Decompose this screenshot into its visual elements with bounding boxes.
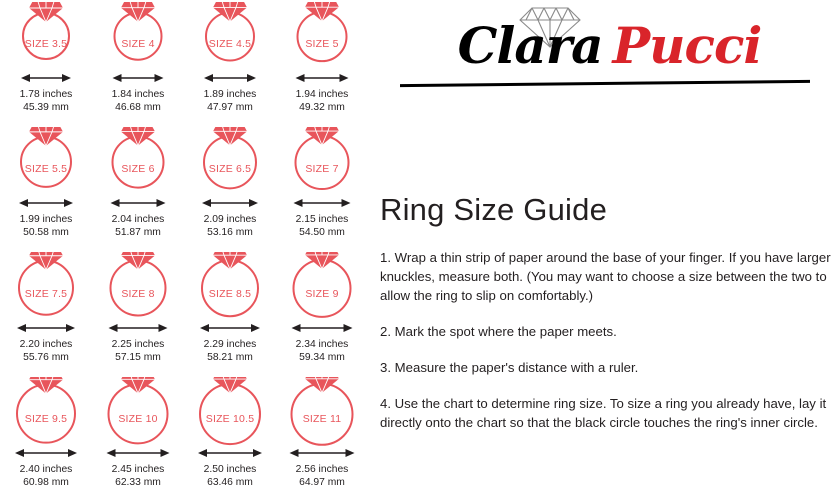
size-label: SIZE 9: [305, 288, 339, 300]
size-cell: [92, 125, 184, 250]
ring-illustration: [276, 375, 368, 445]
measurement: [92, 214, 184, 239]
diameter-arrow: [92, 70, 184, 86]
size-label: SIZE 9.5: [24, 413, 68, 425]
diameter-arrow: [276, 320, 368, 336]
ring-illustration: [0, 125, 92, 195]
measurement-mm: 51.87 mm: [115, 226, 161, 238]
measurement-mm: 47.97 mm: [207, 101, 253, 113]
measurement: [276, 464, 368, 489]
measurement: [0, 214, 92, 239]
size-chart-row: [0, 375, 368, 500]
ring-illustration: [184, 250, 276, 320]
brand-name: [382, 16, 837, 75]
size-label: SIZE 5.5: [24, 163, 68, 175]
size-cell: [92, 250, 184, 375]
diameter-arrow: [0, 445, 92, 461]
size-cell: [0, 375, 92, 500]
measurement-inches: 2.40 inches: [19, 464, 73, 475]
diameter-arrow: [92, 195, 184, 211]
size-label: SIZE 4.5: [208, 38, 252, 50]
ring-illustration: [0, 375, 92, 445]
ring-illustration: [276, 250, 368, 320]
instruction-step: 4. Use the chart to determine ring size. To size a ring you already have, lay it directly onto the chart so that the black circle touches the ring's inner circle.: [380, 396, 827, 430]
measurement: [0, 89, 92, 114]
ring-illustration: [184, 375, 276, 445]
measurement: [276, 214, 368, 239]
measurement-inches: 2.50 inches: [203, 464, 257, 475]
diameter-arrow: [184, 320, 276, 336]
size-cell: [92, 0, 184, 125]
measurement-inches: 2.20 inches: [19, 339, 73, 350]
ring-illustration: [0, 0, 92, 70]
measurement-inches: 1.78 inches: [19, 89, 73, 100]
size-chart-row: [0, 0, 368, 125]
size-label: SIZE 7.5: [24, 288, 68, 300]
diameter-arrow: [0, 70, 92, 86]
measurement: [184, 464, 276, 489]
measurement-inches: 2.29 inches: [203, 339, 257, 350]
brand-name-second: Pucci: [612, 16, 762, 75]
measurement: [92, 339, 184, 364]
measurement-inches: 2.45 inches: [111, 464, 165, 475]
measurement-mm: 55.76 mm: [23, 351, 69, 363]
measurement: [92, 89, 184, 114]
size-cell: [184, 0, 276, 125]
measurement-mm: 64.97 mm: [299, 476, 345, 488]
measurement-mm: 49.32 mm: [299, 101, 345, 113]
diameter-arrow: [184, 70, 276, 86]
size-label: SIZE 3.5: [24, 38, 68, 50]
diameter-arrow: [184, 445, 276, 461]
measurement: [0, 339, 92, 364]
size-cell: [0, 125, 92, 250]
measurement-inches: 2.15 inches: [295, 214, 349, 225]
diameter-arrow: [0, 195, 92, 211]
measurement-mm: 63.46 mm: [207, 476, 253, 488]
brand-logo: [374, 0, 839, 100]
measurement: [184, 214, 276, 239]
measurement-mm: 53.16 mm: [207, 226, 253, 238]
size-label: SIZE 5: [305, 38, 339, 50]
measurement-mm: 57.15 mm: [115, 351, 161, 363]
size-cell: [92, 375, 184, 500]
ring-illustration: [92, 125, 184, 195]
diameter-arrow: [184, 195, 276, 211]
size-label: SIZE 8: [121, 288, 155, 300]
size-cell: [0, 250, 92, 375]
size-label: SIZE 8.5: [208, 288, 252, 300]
instruction-step: 2. Mark the spot where the paper meets.: [380, 324, 617, 339]
size-cell: [184, 125, 276, 250]
size-cell: [184, 375, 276, 500]
diameter-arrow: [92, 320, 184, 336]
measurement-inches: 2.56 inches: [295, 464, 349, 475]
ring-illustration: [92, 375, 184, 445]
size-label: SIZE 11: [302, 413, 342, 425]
diameter-arrow: [92, 445, 184, 461]
measurement: [184, 339, 276, 364]
size-chart-row: [0, 250, 368, 375]
measurement-mm: 50.58 mm: [23, 226, 69, 238]
measurement-inches: 2.34 inches: [295, 339, 349, 350]
measurement-inches: 2.04 inches: [111, 214, 165, 225]
diameter-arrow: [276, 195, 368, 211]
measurement-inches: 2.25 inches: [111, 339, 165, 350]
size-chart-row: [0, 125, 368, 250]
size-label: SIZE 10.5: [205, 413, 255, 425]
diameter-arrow: [276, 70, 368, 86]
size-label: SIZE 6: [121, 163, 155, 175]
ring-illustration: [184, 125, 276, 195]
size-cell: [0, 0, 92, 125]
measurement-mm: 45.39 mm: [23, 101, 69, 113]
measurement: [184, 89, 276, 114]
measurement-inches: 2.09 inches: [203, 214, 257, 225]
size-label: SIZE 10: [118, 413, 158, 425]
measurement-inches: 1.84 inches: [111, 89, 165, 100]
guide-panel: [374, 0, 839, 501]
diameter-arrow: [276, 445, 368, 461]
ring-illustration: [0, 250, 92, 320]
ring-illustration: [276, 0, 368, 70]
instruction-list: [380, 248, 832, 449]
size-label: SIZE 6.5: [208, 163, 252, 175]
ring-illustration: [184, 0, 276, 70]
size-cell: [276, 0, 368, 125]
measurement-inches: 1.94 inches: [295, 89, 349, 100]
brand-name-first: Clara: [457, 16, 603, 75]
instruction-step: 3. Measure the paper's distance with a ruler.: [380, 360, 639, 375]
ring-size-chart: [0, 0, 368, 501]
measurement-mm: 58.21 mm: [207, 351, 253, 363]
ring-illustration: [276, 125, 368, 195]
size-cell: [276, 375, 368, 500]
page-title: Ring Size Guide: [380, 192, 608, 227]
measurement-mm: 54.50 mm: [299, 226, 345, 238]
measurement-mm: 46.68 mm: [115, 101, 161, 113]
measurement-mm: 62.33 mm: [115, 476, 161, 488]
size-label: SIZE 7: [305, 163, 339, 175]
measurement-inches: 1.99 inches: [19, 214, 73, 225]
ring-illustration: [92, 250, 184, 320]
instruction-step: 1. Wrap a thin strip of paper around the base of your finger. If you have larger knuckles, measure both. (You may want to choose a size between the two to allow the ring to slip on comfortably.): [380, 250, 831, 303]
brand-underline: [400, 80, 810, 87]
size-cell: [276, 250, 368, 375]
measurement: [92, 464, 184, 489]
size-cell: [276, 125, 368, 250]
size-label: SIZE 4: [121, 38, 155, 50]
diameter-arrow: [0, 320, 92, 336]
ring-illustration: [92, 0, 184, 70]
measurement-inches: 1.89 inches: [203, 89, 257, 100]
measurement: [276, 89, 368, 114]
measurement-mm: 60.98 mm: [23, 476, 69, 488]
size-cell: [184, 250, 276, 375]
measurement: [276, 339, 368, 364]
measurement: [0, 464, 92, 489]
measurement-mm: 59.34 mm: [299, 351, 345, 363]
